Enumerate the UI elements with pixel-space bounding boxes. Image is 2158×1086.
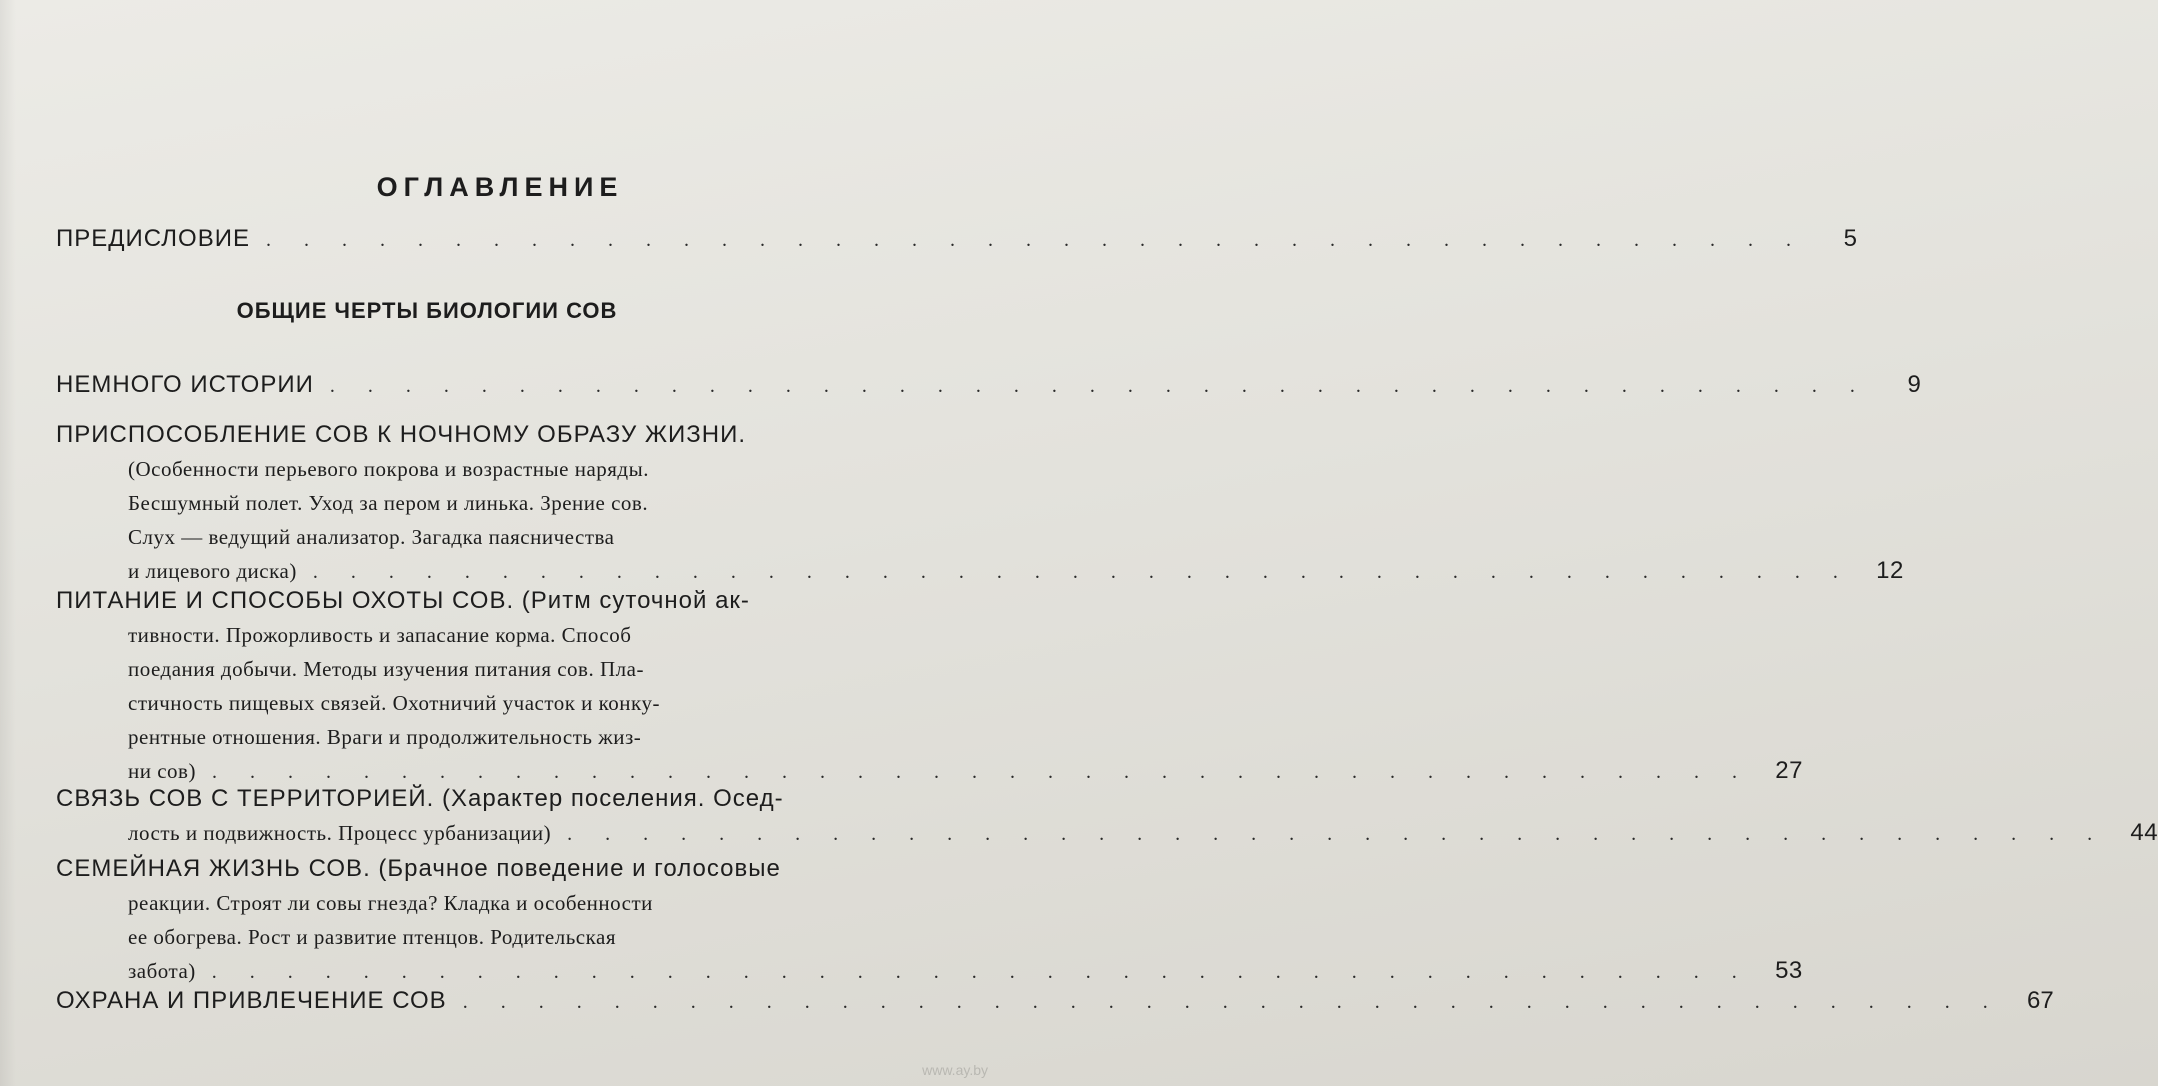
toc-entry	[56, 852, 1803, 988]
leader-dots: . . . . . . . . . . . . . . . . . . . . . . . . . . . . . . . . . . . . . . . . .	[567, 823, 2107, 845]
toc-entry	[56, 368, 1921, 402]
entry-title: ПРЕДИСЛОВИЕ	[56, 225, 250, 252]
page-number: 12	[1876, 557, 1904, 584]
page-number: 27	[1775, 757, 1803, 784]
page-number: 5	[1843, 225, 1857, 252]
entry-title: СВЯЗЬ СОВ С ТЕРРИТОРИЕЙ. (Характер поселения. Осед-	[56, 785, 784, 812]
entry-title: ПИТАНИЕ И СПОСОБЫ ОХОТЫ СОВ. (Ритм суточной ак-	[56, 587, 750, 614]
leader-dots: . . . . . . . . . . . . . . . . . . . . . . . . . . . . . . . . . . . . . . . . .	[211, 761, 1751, 783]
page-number: 67	[2026, 987, 2054, 1014]
entry-title: ПРИСПОСОБЛЕНИЕ СОВ К НОЧНОМУ ОБРАЗУ ЖИЗНИ.	[56, 421, 747, 448]
page-number: 53	[1775, 957, 1803, 984]
section-heading: ОБЩИЕ ЧЕРТЫ БИОЛОГИИ СОВ	[236, 298, 618, 323]
entry-description-line: Слух — ведущий анализатор. Загадка паясничества	[128, 525, 615, 549]
toc-entry	[56, 418, 1904, 588]
leader-dots: . . . . . . . . . . . . . . . . . . . . . . . . . . . . . . . . . . . . . . . . .	[266, 229, 1805, 251]
leader-dots: . . . . . . . . . . . . . . . . . . . . . . . . . . . . . . . . . . . . . . . . .	[211, 961, 1751, 983]
entry-description-line: лость и подвижность. Процесс урбанизации)	[128, 821, 552, 845]
entry-description-line: поедания добычи. Методы изучения питания сов. Пла-	[128, 657, 644, 681]
entry-description-line: реакции. Строят ли совы гнезда? Кладка и особенности	[128, 891, 653, 915]
watermark: www.ay.by	[922, 1062, 988, 1078]
entry-description-line: забота)	[128, 959, 196, 983]
leader-dots: . . . . . . . . . . . . . . . . . . . . . . . . . . . . . . . . . . . . . . . . .	[462, 991, 2002, 1013]
leader-dots: . . . . . . . . . . . . . . . . . . . . . . . . . . . . . . . . . . . . . . . . .	[329, 375, 1869, 397]
entry-description-line: тивности. Прожорливость и запасание корма. Способ	[128, 623, 632, 647]
toc-entry-preface	[56, 222, 1857, 256]
page-number: 9	[1907, 371, 1921, 398]
entry-title: СЕМЕЙНАЯ ЖИЗНЬ СОВ. (Брачное поведение и голосовые	[56, 855, 781, 882]
page-shadow	[0, 0, 16, 1086]
page-title: ОГЛАВЛЕНИЕ	[376, 172, 624, 202]
entry-description-line: рентные отношения. Враги и продолжительность жиз-	[128, 725, 642, 749]
page-number: 44	[2130, 819, 2158, 846]
entry-description-line: и лицевого диска)	[128, 559, 297, 583]
entry-description-line: ни сов)	[128, 759, 196, 783]
toc-entry	[56, 584, 1803, 788]
entry-title: ОХРАНА И ПРИВЛЕЧЕНИЕ СОВ	[56, 987, 447, 1014]
entry-description-line: стичность пищевых связей. Охотничий участок и конку-	[128, 691, 660, 715]
toc-entry	[56, 782, 2158, 850]
entry-description-line: ее обогрева. Рост и развитие птенцов. Родительская	[128, 925, 616, 949]
entry-description-line: Бесшумный полет. Уход за пером и линька. Зрение сов.	[128, 491, 649, 515]
entry-description-line: (Особенности перьевого покрова и возрастные наряды.	[128, 457, 649, 481]
leader-dots: . . . . . . . . . . . . . . . . . . . . . . . . . . . . . . . . . . . . . . . . .	[312, 561, 1852, 583]
toc-entry	[56, 984, 2054, 1018]
entry-title: НЕМНОГО ИСТОРИИ	[56, 371, 314, 398]
